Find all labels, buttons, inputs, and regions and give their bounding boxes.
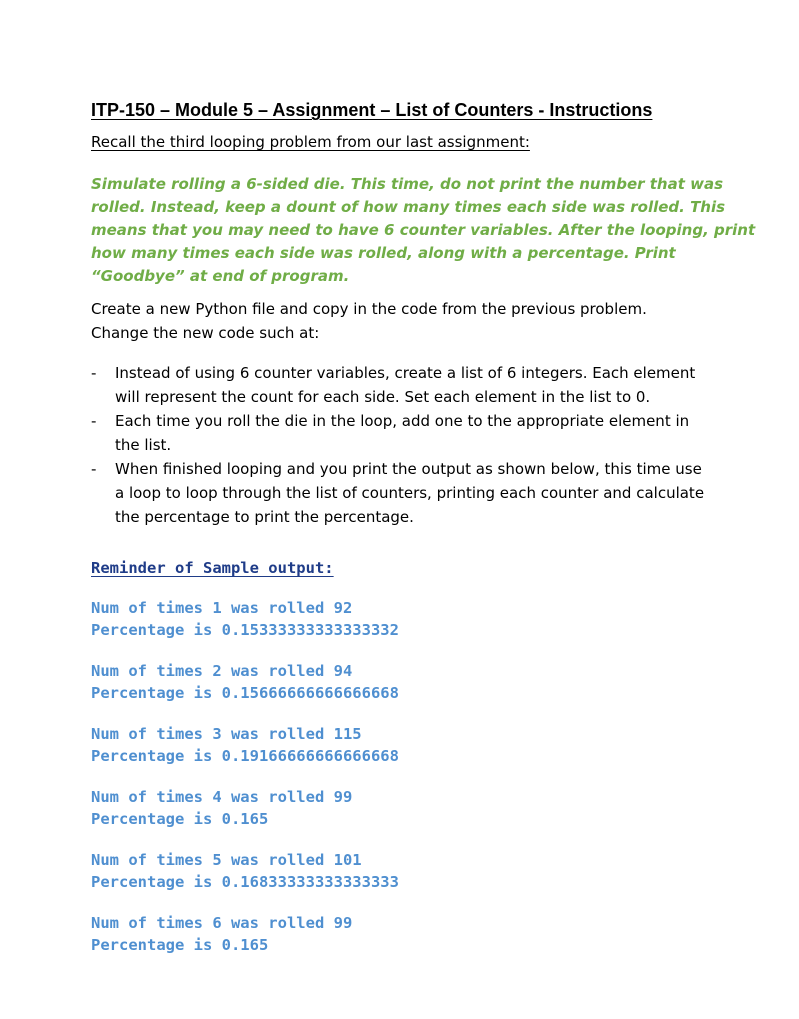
problem-line: means that you may need to have 6 counter variables. After the looping, print [91,221,756,239]
bullet-dash: - [91,412,97,430]
instruction-line: Each time you roll the die in the loop, add one to the appropriate element in [115,412,690,430]
output-count-line: Num of times 1 was rolled 92 [91,599,353,617]
instruction-list [91,361,721,529]
bullet-dash: - [91,460,97,478]
output-block [91,850,721,893]
instruction-line: will represent the count for each side. Set each element in the list to 0. [115,388,651,406]
output-percentage-line: Percentage is 0.16833333333333333 [91,872,399,891]
intro-line: Change the new code such at: [91,323,320,342]
instruction-line: Instead of using 6 counter variables, create a list of 6 integers. Each element [115,364,696,382]
instruction-line: a loop to loop through the list of counters, printing each counter and calculate [115,484,705,502]
output-percentage-line: Percentage is 0.165 [91,809,269,828]
problem-line: how many times each side was rolled, along with a percentage. Print [91,244,676,262]
instruction-item [91,457,721,529]
sample-output [91,598,721,956]
recall-heading: Recall the third looping problem from our last assignment: [91,133,530,151]
output-percentage-line: Percentage is 0.15333333333333332 [91,620,399,639]
sample-output-heading: Reminder of Sample output: [91,559,334,577]
output-block [91,787,721,830]
instruction-line: the list. [115,436,172,454]
intro-paragraph [91,298,721,345]
output-count-line: Num of times 2 was rolled 94 [91,662,353,680]
output-block [91,661,721,704]
instruction-item [91,409,721,457]
output-percentage-line: Percentage is 0.19166666666666668 [91,746,399,765]
problem-statement [91,173,756,288]
instruction-line: When finished looping and you print the output as shown below, this time use [115,460,702,478]
output-percentage-line: Percentage is 0.165 [91,935,269,954]
problem-line: Simulate rolling a 6-sided die. This time, do not print the number that was [91,175,724,193]
output-block [91,598,721,641]
intro-line: Create a new Python file and copy in the code from the previous problem. [91,300,647,318]
output-count-line: Num of times 3 was rolled 115 [91,725,362,743]
instruction-item [91,361,721,409]
output-block [91,913,721,956]
bullet-dash: - [91,364,97,382]
output-count-line: Num of times 6 was rolled 99 [91,914,353,932]
output-percentage-line: Percentage is 0.15666666666666668 [91,683,399,702]
output-count-line: Num of times 4 was rolled 99 [91,788,353,806]
problem-line: “Goodbye” at end of program. [91,267,350,285]
output-block [91,724,721,767]
problem-line: rolled. Instead, keep a dount of how many times each side was rolled. This [91,198,726,216]
document-page [91,98,756,956]
instruction-line: the percentage to print the percentage. [115,508,414,526]
output-count-line: Num of times 5 was rolled 101 [91,851,362,869]
document-title: ITP-150 – Module 5 – Assignment – List of Counters - Instructions [91,100,653,120]
